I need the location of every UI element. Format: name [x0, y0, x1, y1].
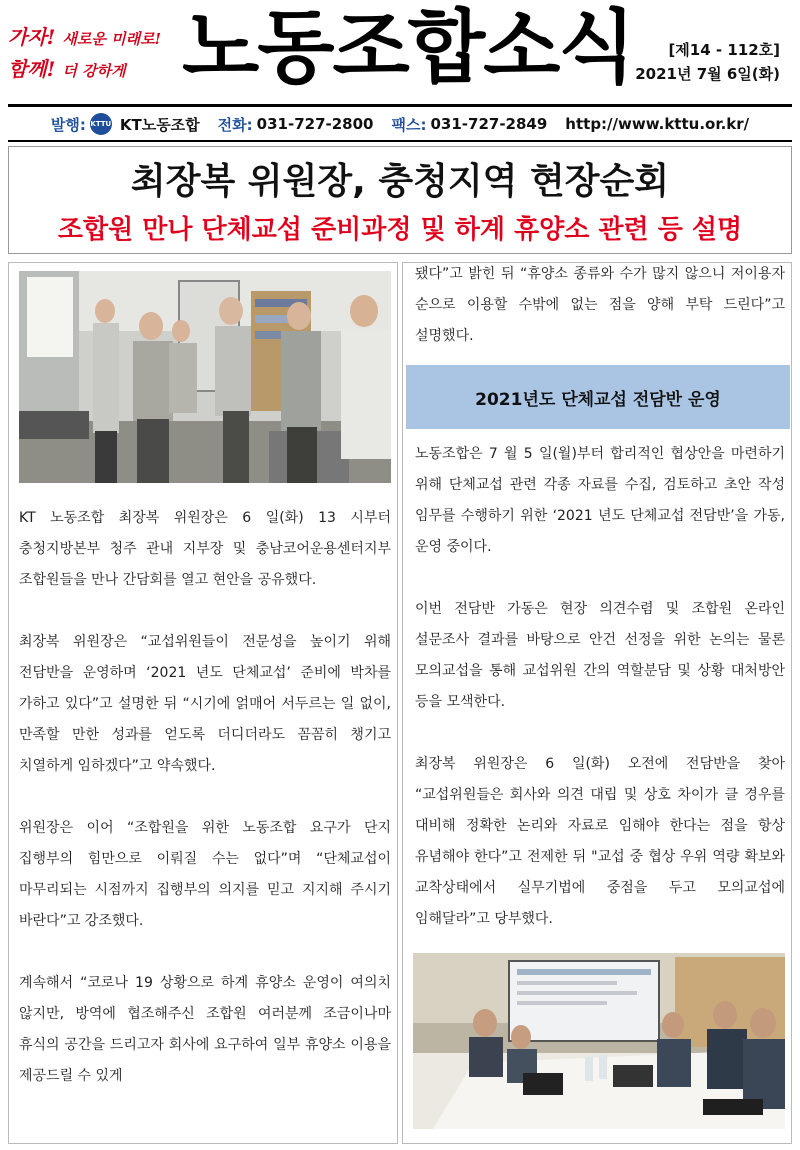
right-article-body	[415, 439, 785, 935]
slogan-line2-big: 함께!	[8, 57, 56, 81]
right-continuation	[415, 259, 785, 352]
bottom-divider	[8, 140, 792, 142]
section-subheading: 2021년도 단체교섭 전담반 운영	[406, 365, 790, 429]
issue-number: [제14 - 112호]	[668, 41, 780, 59]
article-paragraph: 이번 전담반 가동은 현장 의견수렴 및 조합원 온라인 설문조사 결과를 바탕으로 안건 선정을 위한 논의는 물론 모의교섭을 통해 교섭위원 간의 역할분담 및 상황 대처방안 등을 모색한다.	[415, 601, 785, 710]
photo-bargaining-meeting	[413, 953, 785, 1129]
headline-box	[8, 146, 792, 254]
headline-title: 최장복 위원장, 충청지역 현장순회	[130, 161, 670, 202]
article-paragraph: 노동조합은 7 월 5 일(월)부터 합리적인 협상안을 마련하기 위해 단체교섭 관련 각종 자료를 수집, 검토하고 초안 작성 임무를 수행하기 위한 ‘2021 년도 단체교섭 전담반’을 가동, 운영 중이다.	[415, 446, 785, 555]
fax-number: 031-727-2849	[430, 115, 548, 133]
masthead	[0, 0, 800, 100]
left-article-body	[19, 503, 391, 1092]
phone-group	[218, 114, 374, 135]
kttu-logo-icon: KTTU	[90, 113, 112, 135]
publisher-name: KT노동조합	[119, 115, 200, 134]
left-column	[8, 262, 398, 1144]
publisher-info-bar	[0, 108, 800, 140]
newsletter-title: 노동조합소식	[182, 1, 634, 94]
publisher-label: 발행:	[50, 115, 86, 134]
fax-group	[391, 114, 547, 135]
photo-office-visit	[19, 271, 391, 483]
slogan-line2-small: 더 강하게	[62, 62, 126, 80]
article-paragraph: KT 노동조합 최장복 위원장은 6 일(화) 13 시부터 충청지방본부 청주 관내 지부장 및 충남코어운용센터지부 조합원들을 만나 간담회를 열고 현안을 공유했다.	[19, 510, 391, 588]
slogan	[8, 22, 178, 86]
right-column	[402, 262, 792, 1144]
fax-label: 팩스:	[391, 115, 427, 134]
article-paragraph: 최장복 위원장은 6 일(화) 오전에 전담반을 찾아 “교섭위원들은 회사와 의견 대립 및 상호 차이가 클 경우를 대비해 정확한 논리와 자료로 임해야 한다는 점을 항상 유념해야 한다”고 전제한 뒤 "교섭 중 협상 우위 역량 확보와 교착상태에서 실무기법에 중점을 두고 모의교섭에 임해달라”고 당부했다.	[415, 756, 785, 927]
website-link[interactable]: http://www.kttu.or.kr/	[565, 115, 750, 133]
issue-info	[635, 38, 780, 86]
headline-subtitle: 조합원 만나 단체교섭 준비과정 및 하계 휴양소 관련 등 설명	[57, 215, 743, 245]
publisher-group	[51, 113, 200, 135]
article-paragraph: 계속해서 “코로나 19 상황으로 하계 휴양소 운영이 여의치 않지만, 방역에 협조해주신 조합원 여러분께 조금이나마 휴식의 공간을 드리고자 회사에 요구하여 일부 휴양소 이용을 제공드릴 수 있게	[19, 975, 391, 1084]
article-paragraph: 최장복 위원장은 “교섭위원들이 전문성을 높이기 위해 전담반을 운영하며 ‘2021 년도 단체교섭’ 준비에 박차를 가하고 있다”고 설명한 뒤 “시기에 얽매어 서두르는 일 없이, 만족할 만한 성과를 얻도록 더디더라도 꼼꼼히 챙기고 치열하게 임하겠다”고 약속했다.	[19, 634, 391, 774]
top-divider	[8, 104, 792, 107]
article-paragraph-continued: 됐다”고 밝힌 뒤 “휴양소 종류와 수가 많지 않으니 저이용자 순으로 이용할 수밖에 없는 점을 양해 부탁 드린다”고 설명했다.	[415, 266, 785, 344]
article-paragraph: 위원장은 이어 “조합원을 위한 노동조합 요구가 단지 집행부의 힘만으로 이뤄질 수는 없다”며 “단체교섭이 마무리되는 시점까지 집행부의 의지를 믿고 지지해 주시기 바란다”고 강조했다.	[19, 820, 391, 929]
slogan-line1-big: 가자!	[8, 25, 56, 49]
phone-label: 전화:	[217, 115, 253, 134]
phone-number[interactable]: 031-727-2800	[256, 115, 374, 133]
issue-date: 2021년 7월 6일(화)	[635, 65, 780, 83]
slogan-line1-small: 새로운 미래로!	[62, 30, 162, 48]
